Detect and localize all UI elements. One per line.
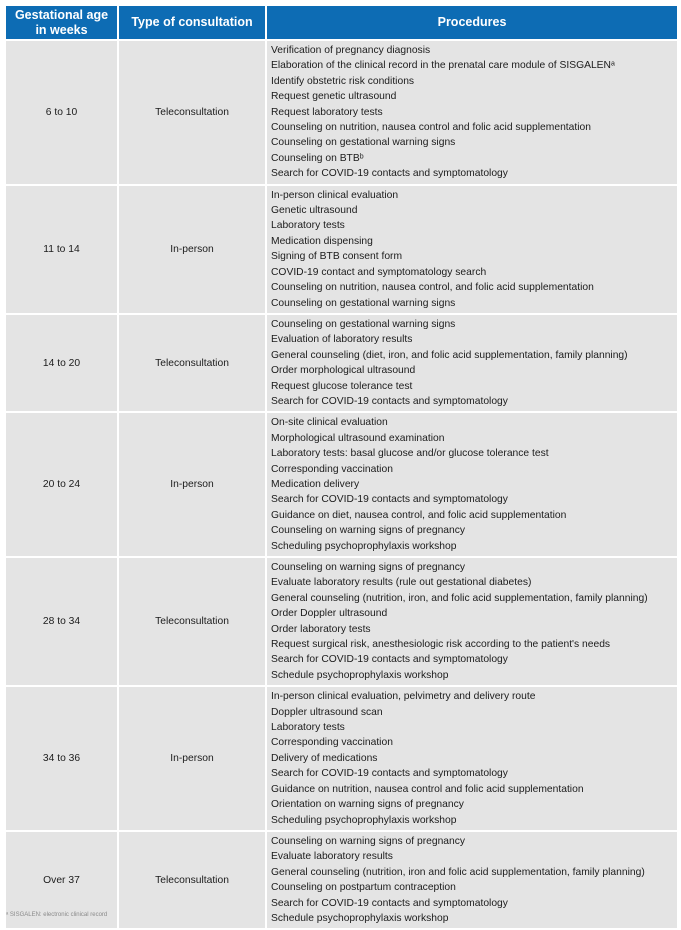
procedure-item: Counseling on gestational warning signs — [271, 318, 456, 330]
table-row — [6, 558, 677, 685]
table-footnote: ᵃ SISGALEN: electronic clinical record — [6, 912, 108, 918]
procedure-item: Genetic ultrasound — [271, 205, 358, 217]
consultation-type-cell: Teleconsultation — [119, 315, 265, 411]
table-row — [6, 687, 677, 830]
procedure-item: Morphological ultrasound examination — [271, 432, 445, 444]
procedure-item: Counseling on postpartum contraception — [271, 882, 456, 894]
procedure-item: Laboratory tests: basal glucose and/or glucose tolerance test — [271, 448, 549, 460]
procedure-item: Request genetic ultrasound — [271, 91, 397, 103]
gestational-age-cell: 14 to 20 — [6, 315, 117, 411]
gestational-age-cell: 28 to 34 — [6, 558, 117, 685]
procedure-item: General counseling (nutrition, iron, and folic acid supplementation, family planning) — [271, 592, 648, 604]
procedure-item: In-person clinical evaluation — [271, 189, 399, 201]
table-row — [6, 186, 677, 313]
procedure-item: Scheduling psychoprophylaxis workshop — [271, 540, 457, 552]
consultation-type-cell: Teleconsultation — [119, 832, 265, 928]
procedure-item: Evaluate laboratory results (rule out gestational diabetes) — [271, 577, 532, 589]
procedure-item: Request glucose tolerance test — [271, 380, 413, 392]
consultation-type-cell: Teleconsultation — [119, 558, 265, 685]
consultation-type-cell: Teleconsultation — [119, 41, 265, 184]
procedure-item: Order Doppler ultrasound — [271, 608, 388, 620]
gestational-age-cell: 34 to 36 — [6, 687, 117, 830]
procedure-item: Counseling on gestational warning signs — [271, 137, 456, 149]
procedures-cell — [267, 832, 677, 928]
procedure-item: In-person clinical evaluation, pelvimetry and delivery route — [271, 691, 536, 703]
procedure-list — [271, 43, 673, 182]
procedure-item: Counseling on warning signs of pregnancy — [271, 525, 466, 537]
procedure-item: Search for COVID-19 contacts and symptomatology — [271, 494, 508, 506]
consultation-type-cell: In-person — [119, 413, 265, 556]
gestational-age-cell: 6 to 10 — [6, 41, 117, 184]
procedure-item: Order laboratory tests — [271, 623, 371, 635]
procedure-list — [271, 689, 673, 828]
consultation-type-cell: In-person — [119, 186, 265, 313]
procedures-cell — [267, 558, 677, 685]
table-header-row — [6, 6, 677, 39]
header-procedures: Procedures — [267, 6, 677, 39]
procedures-cell — [267, 687, 677, 830]
procedure-item: Delivery of medications — [271, 752, 378, 764]
table-row — [6, 41, 677, 184]
procedures-cell — [267, 41, 677, 184]
procedure-item: Search for COVID-19 contacts and symptomatology — [271, 768, 508, 780]
procedure-list — [271, 560, 673, 683]
table-row — [6, 315, 677, 411]
table-row — [6, 413, 677, 556]
procedure-item: Verification of pregnancy diagnosis — [271, 45, 431, 56]
gestational-age-cell: 11 to 14 — [6, 186, 117, 313]
header-gestational-age: Gestational age in weeks — [6, 6, 117, 39]
procedure-list — [271, 317, 673, 409]
procedures-cell — [267, 413, 677, 556]
procedure-item: Search for COVID-19 contacts and symptomatology — [271, 654, 508, 666]
procedure-item: Laboratory tests — [271, 722, 345, 734]
procedures-cell — [267, 186, 677, 313]
gestational-age-cell: Over 37 — [6, 832, 117, 928]
procedure-item: Laboratory tests — [271, 220, 345, 232]
procedure-item: Order morphological ultrasound — [271, 365, 416, 377]
procedure-item: Counseling on nutrition, nausea control, and folic acid supplementation — [271, 282, 594, 294]
procedure-item: Search for COVID-19 contacts and symptomatology — [271, 395, 508, 407]
procedure-item: Scheduling psychoprophylaxis workshop — [271, 814, 457, 826]
procedure-item: Guidance on nutrition, nausea control and folic acid supplementation — [271, 783, 584, 795]
procedure-item: Counseling on nutrition, nausea control and folic acid supplementation — [271, 122, 591, 134]
procedure-item: On-site clinical evaluation — [271, 417, 388, 429]
procedure-item: Evaluate laboratory results — [271, 851, 393, 863]
procedure-item: Counseling on warning signs of pregnancy — [271, 562, 466, 573]
gestational-age-cell: 20 to 24 — [6, 413, 117, 556]
procedure-item: Counseling on gestational warning signs — [271, 297, 456, 309]
procedure-item: General counseling (diet, iron, and folic acid supplementation, family planning) — [271, 349, 628, 361]
procedure-item: Request surgical risk, anesthesiologic risk according to the patient's needs — [271, 639, 611, 651]
procedure-item: Guidance on diet, nausea control, and folic acid supplementation — [271, 509, 567, 521]
procedure-list — [271, 188, 673, 311]
table-body — [6, 41, 677, 928]
procedure-item: Medication dispensing — [271, 235, 373, 247]
procedure-item: General counseling (nutrition, iron and folic acid supplementation, family planning) — [271, 866, 645, 878]
procedure-item: Elaboration of the clinical record in the prenatal care module of SISGALENᵃ — [271, 60, 615, 72]
procedure-item: Request laboratory tests — [271, 106, 383, 118]
procedure-item: Schedule psychoprophylaxis workshop — [271, 669, 449, 681]
procedure-item: Doppler ultrasound scan — [271, 706, 383, 718]
procedure-item: COVID-19 contact and symptomatology search — [271, 266, 487, 278]
prenatal-care-table — [4, 4, 679, 930]
consultation-type-cell: In-person — [119, 687, 265, 830]
header-consultation-type: Type of consultation — [119, 6, 265, 39]
procedure-list — [271, 834, 673, 926]
procedure-item: Medication delivery — [271, 478, 360, 490]
procedure-item: Schedule psychoprophylaxis workshop — [271, 912, 449, 924]
procedure-item: Counseling on BTBᵇ — [271, 152, 364, 164]
procedures-cell — [267, 315, 677, 411]
procedure-item: Evaluation of laboratory results — [271, 334, 413, 346]
procedure-item: Search for COVID-19 contacts and symptomatology — [271, 168, 508, 180]
procedure-item: Identify obstetric risk conditions — [271, 75, 415, 87]
procedure-list — [271, 415, 673, 554]
procedure-item: Corresponding vaccination — [271, 737, 393, 749]
procedure-item: Search for COVID-19 contacts and symptomatology — [271, 897, 508, 909]
procedure-item: Counseling on warning signs of pregnancy — [271, 835, 466, 847]
procedure-item: Signing of BTB consent form — [271, 251, 403, 263]
procedure-item: Orientation on warning signs of pregnancy — [271, 799, 464, 811]
procedure-item: Corresponding vaccination — [271, 463, 393, 475]
